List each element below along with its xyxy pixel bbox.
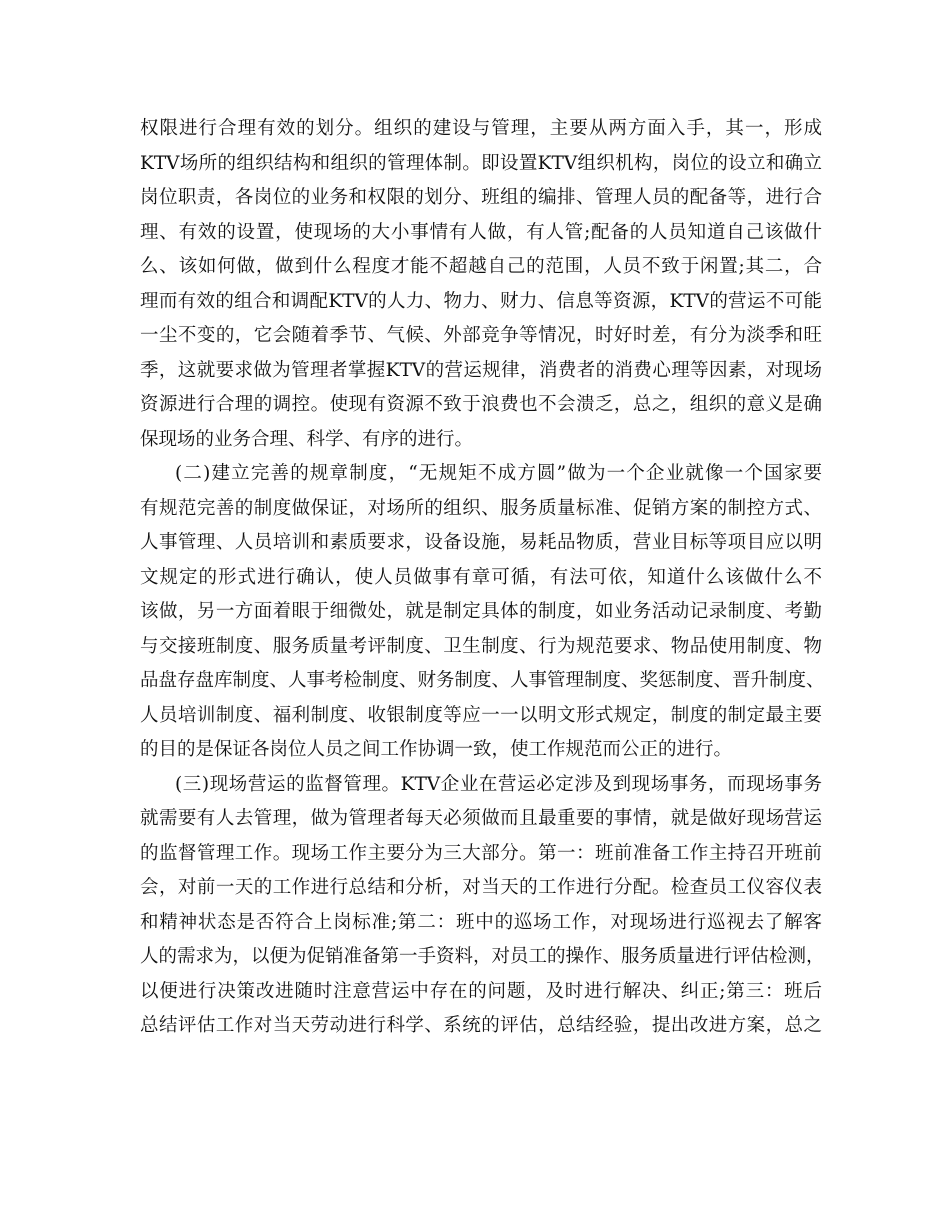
text-line: 人事管理、人员培训和素质要求，设备设施，易耗品物质，营业目标等项目应以明	[140, 532, 822, 553]
text-line: 就需要有人去管理，做为管理者每天必须做而且最重要的事情，就是做好现场营运	[140, 808, 822, 829]
text-line: 与交接班制度、服务质量考评制度、卫生制度、行为规范要求、物品使用制度、物	[140, 635, 822, 657]
text-line: 一尘不变的，它会随着季节、气候、外部竞争等情况，时好时差，有分为淡季和旺	[140, 325, 822, 346]
text-line: 文规定的形式进行确认，使人员做事有章可循，有法可依，知道什么该做什么不	[140, 566, 822, 588]
text-line: 理而有效的组合和调配KTV的人力、物力、财力、信息等资源，KTV的营运不可能	[140, 290, 822, 312]
text-line: 的目的是保证各岗位人员之间工作协调一致，使工作规范而公正的进行。	[140, 739, 733, 760]
text-line: 理、有效的设置，使现场的大小事情有人做，有人管;配备的人员知道自己该做什	[140, 221, 822, 243]
text-line: 人的需求为，以便为促销准备第一手资料，对员工的操作、服务质量进行评估检测，	[140, 946, 825, 967]
text-line: 么、该如何做，做到什么程度才能不超越自己的范围，人员不致于闲置;其二，合	[140, 256, 822, 277]
text-line: 权限进行合理有效的划分。组织的建设与管理，主要从两方面入手，其一，形成	[140, 118, 822, 139]
text-line: KTV场所的组织结构和组织的管理体制。即设置KTV组织机构，岗位的设立和确立	[140, 152, 822, 174]
document-body	[140, 112, 825, 1044]
text-line: 有规范完善的制度做保证，对场所的组织、服务质量标准、促销方案的制控方式、	[140, 497, 822, 519]
paragraph-first-line: (三)现场营运的监督管理。KTV企业在营运必定涉及到现场事务，而现场事务	[175, 773, 822, 795]
text-line: 总结评估工作对当天劳动进行科学、系统的评估，总结经验，提出改进方案，总之	[140, 1015, 822, 1036]
paragraph-first-line: (二)建立完善的规章制度，“无规矩不成方圆”做为一个企业就像一个国家要	[175, 463, 822, 484]
text-line: 保现场的业务合理、科学、有序的进行。	[140, 428, 474, 450]
text-line: 以便进行决策改进随时注意营运中存在的问题，及时进行解决、纠正;第三：班后	[140, 980, 822, 1002]
text-line: 人员培训制度、福利制度、收银制度等应一一以明文形式规定，制度的制定最主要	[140, 704, 822, 726]
text-line: 季，这就要求做为管理者掌握KTV的营运规律，消费者的消费心理等因素，对现场	[140, 359, 822, 381]
text-line: 该做，另一方面着眼于细微处，就是制定具体的制度，如业务活动记录制度、考勤	[140, 601, 822, 622]
text-line: 岗位职责，各岗位的业务和权限的划分、班组的编排、管理人员的配备等，进行合	[140, 187, 822, 208]
text-line: 资源进行合理的调控。使现有资源不致于浪费也不会溃乏，总之，组织的意义是确	[140, 394, 822, 415]
text-line: 会，对前一天的工作进行总结和分析，对当天的工作进行分配。检查员工仪容仪表	[140, 877, 822, 898]
text-line: 的监督管理工作。现场工作主要分为三大部分。第一：班前准备工作主持召开班前	[140, 842, 822, 864]
text-line: 品盘存盘库制度、人事考检制度、财务制度、人事管理制度、奖惩制度、晋升制度、	[140, 670, 825, 691]
text-line: 和精神状态是否符合上岗标准;第二：班中的巡场工作，对现场进行巡视去了解客	[140, 911, 822, 933]
